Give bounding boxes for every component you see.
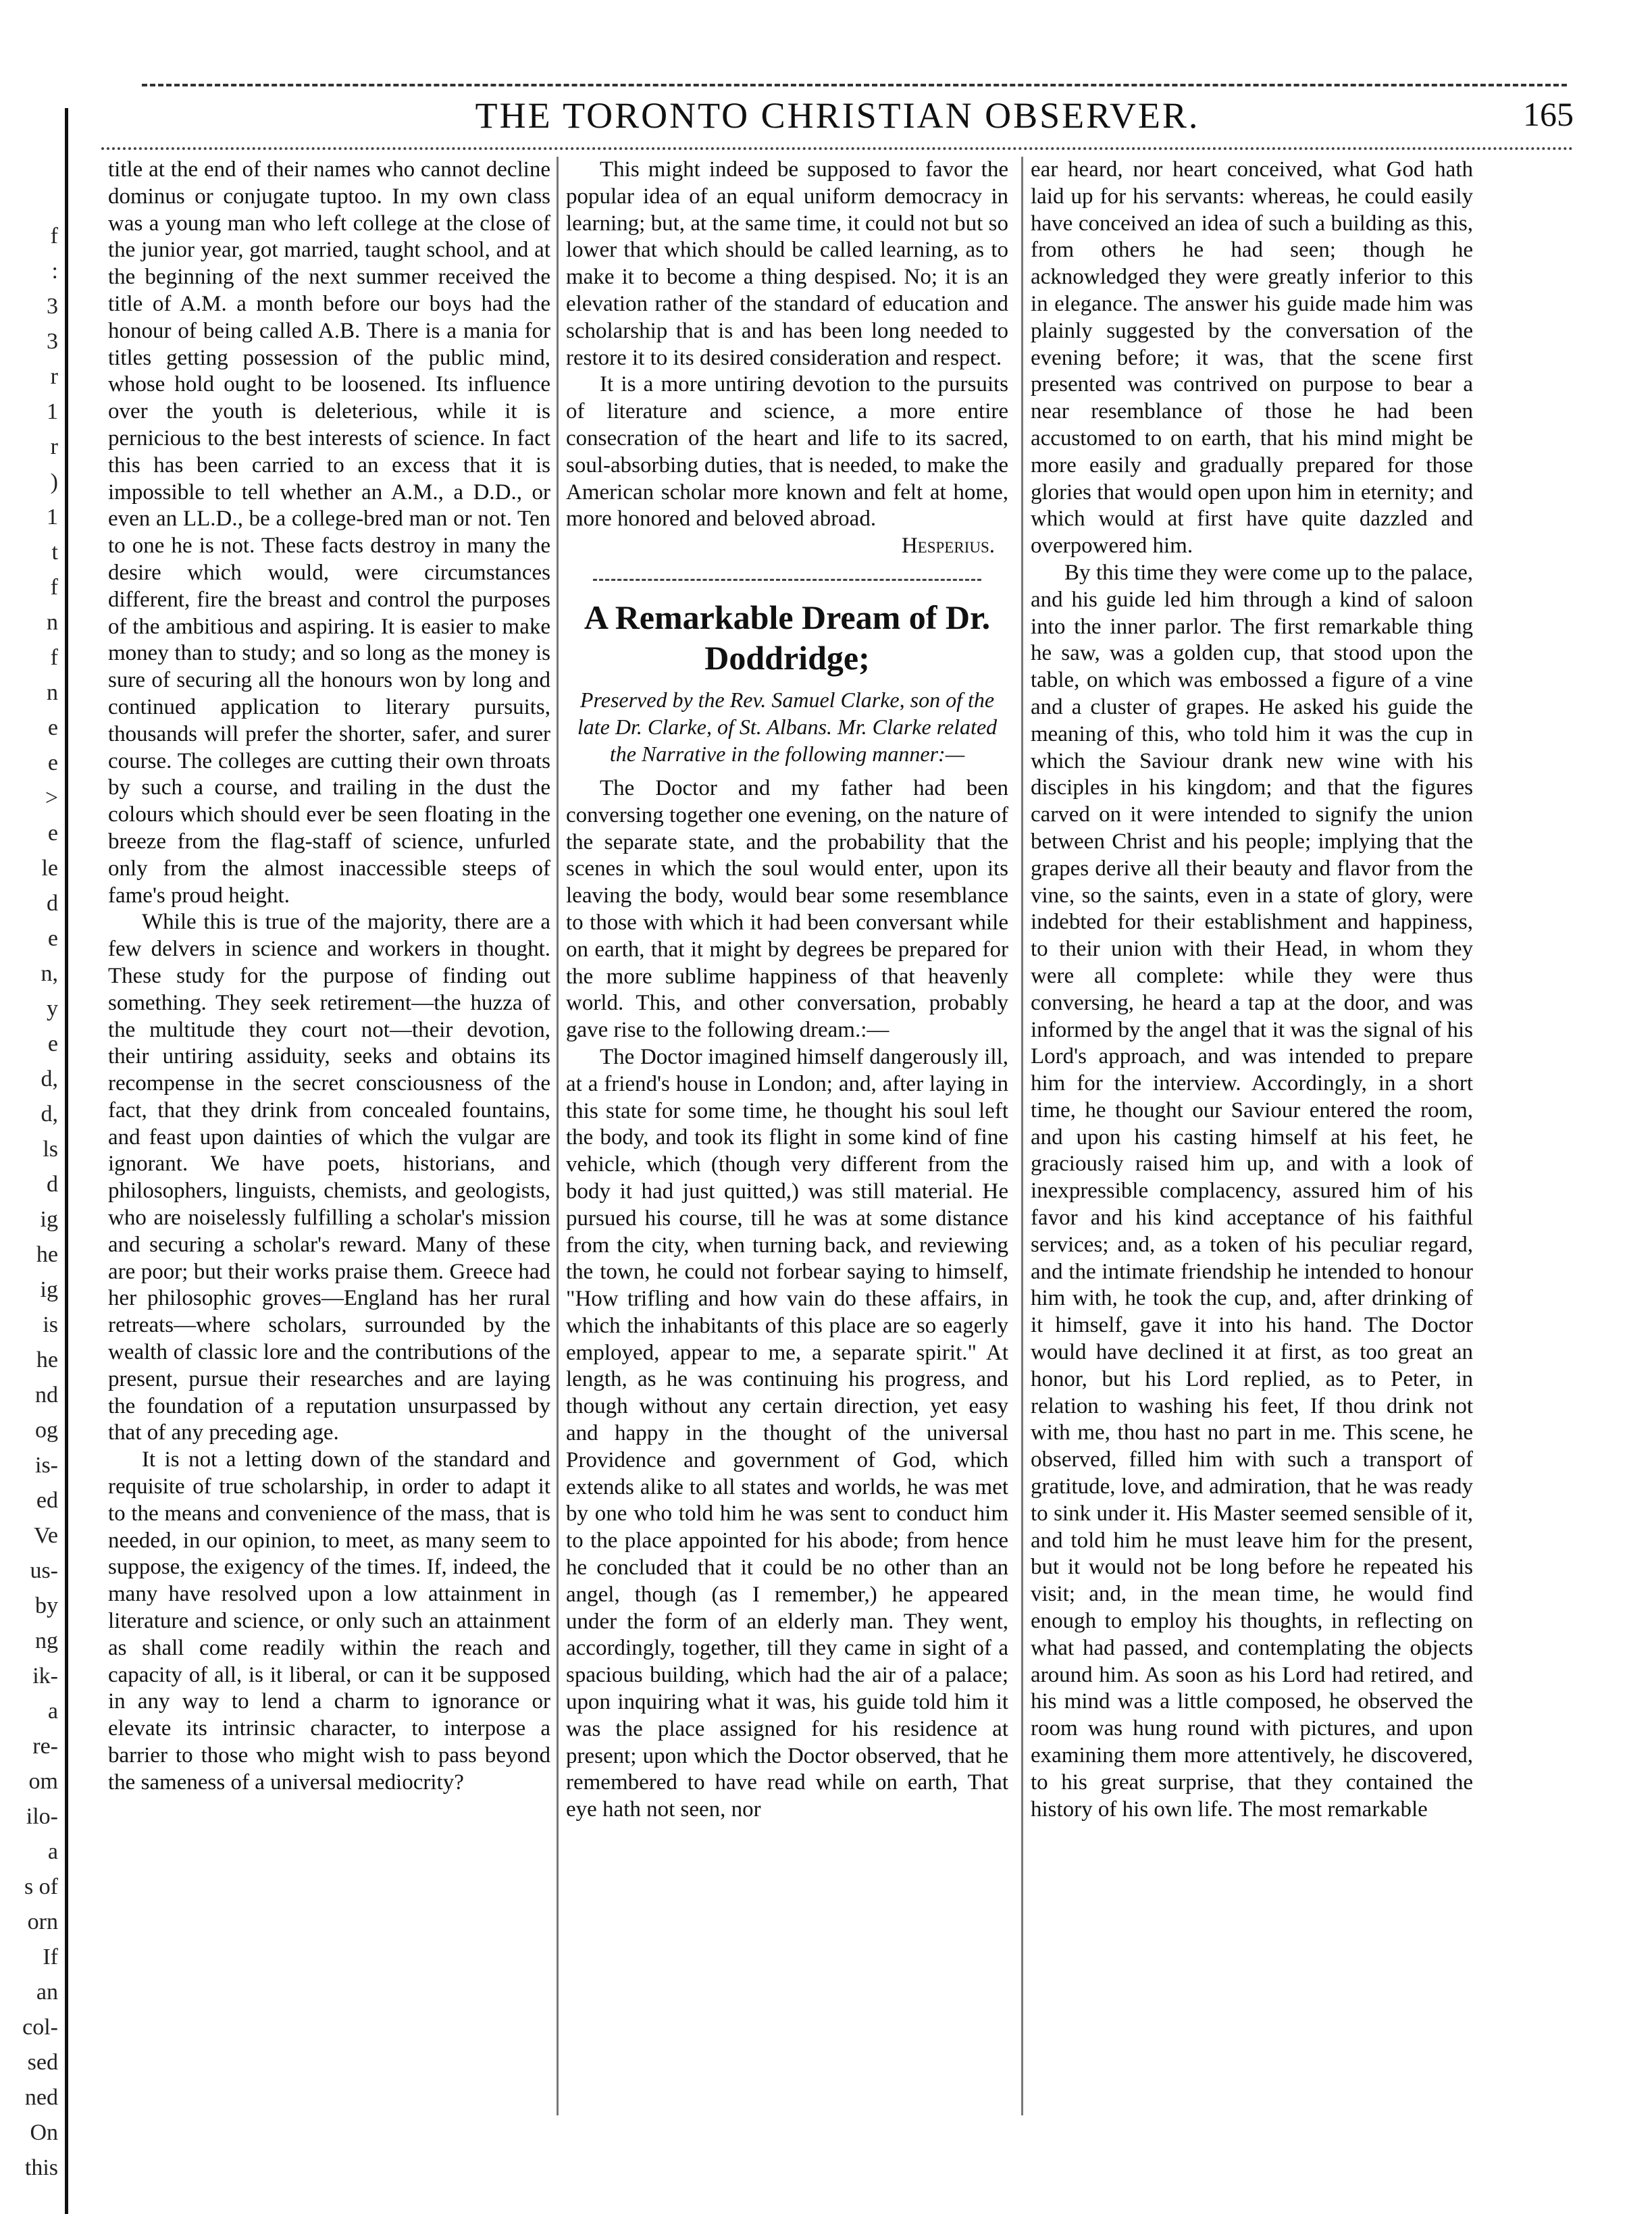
gutter-fragment: e xyxy=(47,1031,58,1056)
column-divider xyxy=(1021,157,1023,2115)
gutter-fragment: d, xyxy=(41,1102,58,1127)
gutter-fragment: f xyxy=(50,575,58,600)
article-title: A Remarkable Dream of Dr. Doddridge; xyxy=(584,598,991,677)
column-3 xyxy=(1031,157,1473,1823)
gutter-fragment: ig xyxy=(40,1207,58,1232)
gutter-fragment: f xyxy=(50,224,58,249)
header-rule xyxy=(101,147,1574,150)
gutter-fragment: f xyxy=(50,645,58,670)
gutter-fragment: a xyxy=(47,1839,58,1864)
gutter-fragment: n xyxy=(47,610,58,635)
paragraph: The Doctor and my father had been conversing together one evening, on the nature of the separate state, and the probability that the scenes in which the soul would enter, upon its leaving the body, would bear some resemblance to those with which it had been conversant while on earth, that it might by degrees be prepared for the more sublime happiness of that heavenly world. This, and other conversation, probably gave rise to the following dream.:— xyxy=(566,775,1008,1043)
gutter-fragment: an xyxy=(36,1980,58,2005)
paragraph: It is a more untiring devotion to the pursuits of literature and science, a more entire consecration of the heart and life to its sacred, soul-absorbing duties, that is needed, to make the American scholar more known and felt at home, more honored and beloved abroad. xyxy=(566,372,1008,532)
page-number: 165 xyxy=(1523,95,1574,133)
gutter-fragment: 3 xyxy=(47,329,58,354)
gutter-fragment: d, xyxy=(41,1066,58,1091)
gutter-fragment: > xyxy=(45,786,58,810)
gutter-fragment: If xyxy=(43,1945,58,1970)
publication-title: THE TORONTO CHRISTIAN OBSERVER. xyxy=(475,95,1200,136)
gutter-fragment: r xyxy=(50,364,58,389)
gutter-fragment: is- xyxy=(35,1453,58,1478)
paragraph: ear heard, nor heart conceived, what God hath laid up for his servants: whereas, he could easily have conceived an idea of such a building as this, from others he had seen; though he acknowledged they were greatly inferior to this in elegance. The answer his guide made him was plainly suggested by the conversation of the evening before; it was, that the scene first presented was contrived on purpose to bear a near resemblance of those he had been accustomed to on earth, that his mind might be more easily and gradually prepared for those glories that would open upon him in eternity; and which would at first have quite dazzled and overpowered him. xyxy=(1031,157,1473,559)
top-decorative-rule xyxy=(142,84,1567,91)
gutter-fragment: this xyxy=(24,2155,58,2180)
gutter-fragment: sed xyxy=(27,2050,58,2075)
gutter-fragment: re- xyxy=(32,1734,58,1759)
gutter-fragment: e xyxy=(47,750,58,775)
gutter-fragment: ls xyxy=(43,1137,58,1162)
gutter-fragment: d xyxy=(47,1172,58,1197)
paragraph: The Doctor imagined himself dangerously ill, at a friend's house in London; and, after laying in this state for some time, he thought his soul left the body, and took its flight in some kind of fine vehicle, which (though very different from the body it had just quitted,) was still material. He pursued his course, till he was at some distance from the city, when turning back, and reviewing the town, he could not forbear saying to himself, "How trifling and how vain do these affairs, in which the inhabitants of this place are so eagerly employed, appear to me, a separate spirit." At length, as he was continuing his progress, and though without any certain direction, yet easy and happy in the thought of the universal Providence and government of God, which extends alike to all states and worlds, he was met by one who told him he was sent to conduct him to the place appointed for his abode; from hence he concluded that it could be no other than an angel, though (as I remember,) he appeared under the form of an elderly man. They went, accordingly, together, till they came in sight of a spacious building, which had the air of a palace; upon inquiring what it was, his guide told him it was the place assigned for his residence at present; upon which the Doctor observed, that he remembered to have read while on earth, That eye hath not seen, nor xyxy=(566,1044,1008,1822)
gutter-fragment: he xyxy=(36,1242,58,1267)
gutter-fragment: e xyxy=(47,715,58,740)
gutter-fragment: : xyxy=(51,259,58,284)
column-1 xyxy=(108,157,550,1797)
paragraph: It is not a letting down of the standard and requisite of true scholarship, in order to adapt it to the means and convenience of the mass, that is needed, in our opinion, to meet, as many seem to suppose, the exigency of the times. If, indeed, the many have resolved upon a low attainment in literature and science, or only such an attainment as shall come readily within the reach and capacity of all, is it liberal, or can it be supposed in any way to lend a charm to ignorance or elevate its intrinsic character, to interpose a barrier to those who might wish to pass beyond the sameness of a universal mediocrity? xyxy=(108,1447,550,1795)
gutter-fragment: 1 xyxy=(47,505,58,530)
gutter-fragment: n xyxy=(47,680,58,705)
gutter-fragment: by xyxy=(35,1593,58,1618)
gutter-fragment: nd xyxy=(35,1383,58,1408)
gutter-fragment: orn xyxy=(27,1909,58,1934)
binding-rule xyxy=(65,108,68,2214)
gutter-fragment: On xyxy=(30,2120,58,2145)
gutter-fragment: he xyxy=(36,1347,58,1372)
gutter-fragment: n, xyxy=(41,961,58,986)
gutter-fragment: ng xyxy=(35,1628,58,1653)
column-2 xyxy=(566,157,1008,1824)
gutter-fragment: e xyxy=(47,821,58,846)
gutter-fragment: le xyxy=(41,856,58,881)
gutter-fragment: s of xyxy=(24,1874,58,1899)
gutter-fragment: ned xyxy=(24,2085,58,2110)
gutter-fragment: a xyxy=(47,1699,58,1724)
gutter-fragment: ig xyxy=(40,1277,58,1302)
gutter-fragment: y xyxy=(47,996,58,1021)
gutter-fragment: 3 xyxy=(47,294,58,319)
gutter-fragment: Ve xyxy=(34,1523,58,1548)
paragraph: This might indeed be supposed to favor the popular idea of an equal uniform democracy in learning; but, at the same time, it could not but so lower that which should be called learning, as to make it to become a thing despised. No; it is an elevation rather of the standard of education and scholarship that is and has been long needed to restore it to its desired consideration and respect. xyxy=(566,157,1008,370)
gutter-fragment: ed xyxy=(36,1488,58,1513)
gutter-fragment: ilo- xyxy=(26,1804,58,1829)
gutter-fragment: e xyxy=(47,926,58,951)
gutter-fragment: col- xyxy=(22,2015,58,2040)
article-byline: Preserved by the Rev. Samuel Clarke, son of the late Dr. Clarke, of St. Albans. Mr. Clarke related the Narrative in the following manner:— xyxy=(577,687,998,766)
gutter-fragment: ik- xyxy=(32,1664,58,1689)
gutter-fragment: r xyxy=(50,434,58,459)
gutter-fragment: d xyxy=(47,891,58,916)
gutter-fragment: om xyxy=(28,1769,58,1794)
gutter-fragment: us- xyxy=(30,1558,58,1583)
column-divider xyxy=(557,157,559,2115)
article-separator xyxy=(593,579,981,581)
page-header xyxy=(101,95,1574,142)
gutter-fragment: og xyxy=(35,1418,58,1443)
paragraph: While this is true of the majority, there are a few delvers in science and workers in thought. These study for the purpose of finding out something. They seek retirement—the huzza of the multitude they court not—their devotion, their untiring assiduity, seeks and obtains its recompense in the secret consciousness of the fact, that they drink from concealed fountains, and feast upon dainties of which the vulgar are ignorant. We have poets, historians, and philosophers, linguists, chemists, and geologists, who are noiselessly fulfilling a scholar's mission and securing a scholar's reward. Many of these are poor; but their works praise them. Greece had her philosophic groves—England has her rural retreats—where scholars, surrounded by the wealth of classic lore and the contributions of the present, pursue their researches and are laying the foundation of a reputation unsurpassed by that of any preceding age. xyxy=(108,910,550,1445)
gutter-fragment: t xyxy=(51,540,58,565)
gutter-fragment: ) xyxy=(50,469,58,494)
left-margin-bleedthrough xyxy=(0,0,81,2214)
paragraph: By this time they were come up to the palace, and his guide led him through a kind of saloon into the inner parlor. The first remarkable thing he saw, was a golden cup, that stood upon the table, on which was embossed a figure of a vine and a cluster of grapes. He asked his guide the meaning of this, who told him it was the cup in which the Saviour drank new wine with his disciples in his kingdom; and that the figures carved on it were intended to signify the union between Christ and his people; implying that the grapes derive all their beauty and flavor from the vine, so the saints, even in a state of glory, were indebted for their establishment and happiness, to their union with their Head, in whom they were all complete: while they were thus conversing, he heard a tap at the door, and was informed by the angel that it was the signal of his Lord's approach, and was intended to prepare him for the interview. Accordingly, in a short time, he thought our Saviour entered the room, and upon his casting himself at his feet, he graciously raised him up, and with a look of inexpressible complacency, assured him of his favor and his kind acceptance of his faithful services; and, as a token of his peculiar regard, and the intimate friendship he intended to honour him with, he took the cup, and, after drinking of it himself, gave it into his hand. The Doctor would have declined it at first, as too great an honor, but his Lord replied, as to Peter, in relation to washing his feet, If thou drink not with me, thou hast no part in me. This scene, he observed, filled him with such a transport of gratitude, love, and admiration, that he was ready to sink under it. His Master seemed sensible of it, and told him he must leave him for the present, but it would not be long before he repeated his visit; and, in the mean time, he would find enough to employ his thoughts, in reflecting on what had passed, and contemplating the objects around him. As soon as his Lord had retired, and his mind was a little composed, he observed the room was hung round with pictures, and upon examining them more attentively, he discovered, to his great surprise, that they contained the history of his own life. The most remarkable xyxy=(1031,560,1473,1822)
gutter-fragment: is xyxy=(43,1312,58,1337)
paragraph: title at the end of their names who cannot decline dominus or conjugate tuptoo. In my own class was a young man who left college at the close of the junior year, got married, taught school, and at the beginning of the next summer received the title of A.M. a month before our boys had the honour of being called A.B. There is a mania for titles getting possession of the public mind, whose hold ought to be loosened. Its influence over the youth is deleterious, while it is pernicious to the best interests of science. In fact this has been carried to an excess that it is impossible to tell whether an A.M., a D.D., or even an LL.D., be a college-bred man or not. Ten to one he is not. These facts destroy in many the desire which would, were circumstances different, fire the breast and control the purposes of the ambitious and aspiring. It is easier to make money than to study; and so long as the money is sure of securing all the honours won by long and continued application to literary pursuits, thousands will prefer the shorter, safer, and surer course. The colleges are cutting their own throats by such a course, and trailing in the dust the colours which should ever be seen floating in the breeze from the flag-staff of science, unfurled only from the almost inaccessible steeps of fame's proud height. xyxy=(108,157,550,908)
gutter-fragment: 1 xyxy=(47,399,58,424)
author-signature: Hesperius. xyxy=(901,534,995,559)
